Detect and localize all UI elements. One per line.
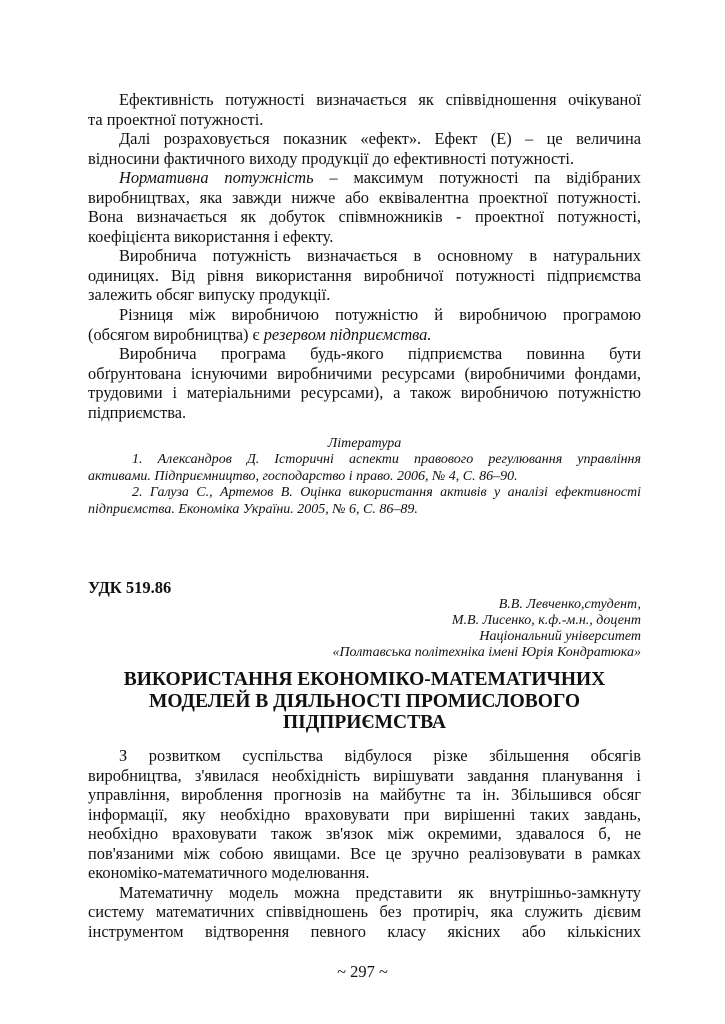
italic-text: резервом підприємства.: [263, 324, 432, 344]
udc-code: УДК 519.86: [88, 578, 172, 597]
references-heading: Література: [327, 436, 402, 451]
author-2: М.В. Лисенко, к.ф.-м.н., доцент: [451, 613, 641, 628]
paragraph: [88, 90, 641, 129]
text-line: 2. Галуза С., Артемов В. Оцінка використання активів у аналізі ефективності: [132, 485, 641, 501]
text-line: З розвитком суспільства відбулося різке збільшення обсягів: [119, 746, 641, 765]
text-line: обґрунтована існуючими виробничими ресурсами (виробничими фондами,: [88, 363, 641, 383]
text-line: інструментом відтворення певного класу якісних або кількісних: [88, 921, 641, 941]
text-line: одиницях. Від рівня використання виробничої потужності підприємства: [88, 265, 641, 285]
text-line: Виробнича потужність визначається в основному в натуральних: [119, 246, 641, 266]
text-line: економіко-математичного моделювання.: [88, 863, 370, 883]
text-line: трудовими і матеріальними ресурсами), а також виробничою потужністю: [88, 383, 641, 403]
text-line: виробництвах, яка завжди нижче або еквівалентна проектної потужності.: [88, 187, 641, 207]
text-line: та проектної потужності.: [88, 109, 264, 129]
paragraph: [88, 129, 641, 168]
text-line: Ефективність потужності визначається як співвідношення очікуваної: [119, 90, 641, 109]
article-authors: [88, 597, 641, 661]
text-line: управління, вироблення прогнозів на майбутнє та ін. Збільшився обсяг: [88, 785, 641, 805]
text-line: 1. Александров Д. Історичні аспекти правового регулювання управління: [132, 452, 641, 468]
text-line: підприємства. Економіка України. 2005, № 6, С. 86–89.: [88, 501, 418, 517]
title-line: ВИКОРИСТАННЯ ЕКОНОМІКО-МАТЕМАТИЧНИХ: [123, 669, 606, 690]
text-line: Математичну модель можна представити як внутрішньо-замкнуту: [119, 882, 641, 902]
text-line: Різниця між виробничою потужністю й виробничою програмою: [119, 305, 641, 325]
text-line: активами. Підприємництво, господарство і право. 2006, № 4, С. 86–90.: [88, 468, 518, 484]
reference-item: [88, 485, 641, 518]
text-line: коефіцієнта використання і ефекту.: [88, 226, 334, 246]
text-line: Вона визначається як добуток співмножників - проектної потужності,: [88, 207, 641, 227]
text-line: необхідно враховувати також зв'язок між окремими, здавалося б, не: [88, 824, 641, 844]
text-span: (обсягом виробництва) є: [88, 324, 264, 344]
paragraph: [88, 746, 641, 883]
paragraph: [88, 344, 641, 422]
text-line: [88, 325, 641, 345]
text-line: Далі розраховується показник «ефект». Ефект (Е) – це величина: [119, 129, 641, 149]
paragraph: [88, 168, 641, 246]
text-line: [88, 168, 641, 188]
text-line: залежить обсяг випуску продукції.: [88, 285, 331, 305]
text-line: систему математичних співвідношень без протиріч, яка служить дієвим: [88, 902, 641, 922]
article-title: [88, 669, 641, 734]
text-line: інформації, яку необхідно враховувати при вирішенні таких завдань,: [88, 804, 641, 824]
affiliation: Національний університет: [479, 629, 641, 644]
text-line: Виробнича програма будь-якого підприємства повинна бути: [119, 344, 641, 364]
article-body: [88, 746, 641, 941]
paragraph: [88, 305, 641, 344]
reference-item: [88, 452, 641, 485]
text-span: – максимум потужності па відібраних: [313, 168, 641, 188]
italic-text: Нормативна потужність: [119, 168, 314, 188]
title-line: МОДЕЛЕЙ В ДІЯЛЬНОСТІ ПРОМИСЛОВОГО: [148, 690, 581, 712]
title-line: ПІДПРИЄМСТВА: [283, 712, 446, 733]
text-line: пов'язаними між собою явищами. Все це зручно реалізовувати в рамках: [88, 843, 641, 863]
text-line: підприємства.: [88, 402, 187, 422]
top-text: [88, 90, 641, 422]
references-section: [88, 436, 641, 518]
paragraph: [88, 883, 641, 942]
page-number: ~ 297 ~: [337, 962, 388, 981]
affiliation-name: «Полтавська політехніка імені Юрія Кондратюка»: [332, 645, 641, 660]
paragraph: [88, 246, 641, 305]
author-1: В.В. Левченко,студент,: [498, 597, 641, 612]
references-list: [88, 452, 641, 518]
text-line: виробництва, з'явилася необхідність вирішувати завдання планування і: [88, 765, 641, 785]
text-line: відносини фактичного виходу продукції до ефективності потужності.: [88, 148, 575, 168]
